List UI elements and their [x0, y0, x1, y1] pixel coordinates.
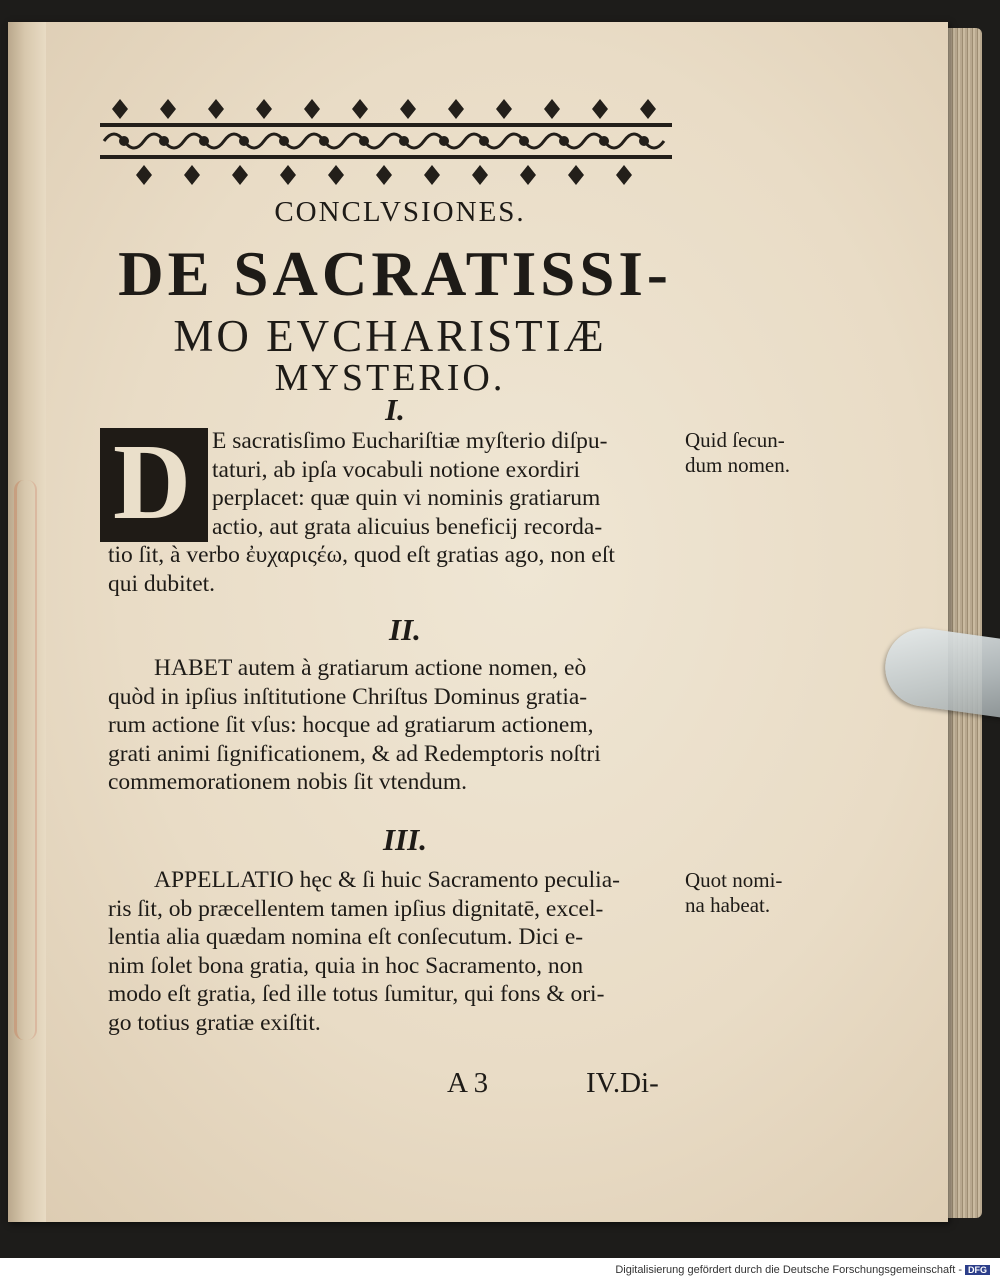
section-numeral-1: I. [385, 392, 405, 427]
margin-note-line: na habeat. [685, 893, 771, 917]
signature-mark: A 3 [447, 1067, 489, 1099]
section-2-text [108, 654, 680, 797]
margin-note-1 [685, 428, 815, 478]
text-line: commemorationem nobis ſit vtendum. [108, 769, 467, 796]
text-line: go totius gratiæ exiſtit. [108, 1009, 321, 1036]
margin-note-line: dum nomen. [685, 453, 790, 477]
dfg-logo: DFG [965, 1265, 990, 1275]
text-line: modo eſt gratia, ſed ille totus ſumitur, qui fons & ori- [108, 981, 605, 1008]
title-line-3: MYSTERIO. [274, 357, 506, 399]
text-line: grati animi ſignificationem, & ad Redemptoris noſtri [108, 740, 601, 767]
credit-text: Digitalisierung gefördert durch die Deutsche Forschungsgemeinschaft - [615, 1264, 962, 1276]
text-line: APPELLATIO hęc & ſi huic Sacramento peculia- [154, 867, 620, 893]
margin-note-line: Quot nomi- [685, 868, 783, 892]
margin-note-3 [685, 868, 815, 918]
text-line: lentia alia quædam nomina eſt conſecutum. Dici e- [108, 924, 584, 951]
section-1-text [108, 427, 680, 599]
text-line: actio, aut grata alicuius beneficij recorda- [212, 513, 603, 540]
text-line: quòd in ipſius inſtitutione Chriſtus Dominus gratia- [108, 683, 588, 710]
ornamental-headpiece [100, 95, 672, 187]
heading-conclusiones: CONCLVSIONES. [274, 196, 526, 228]
section-3-text [108, 866, 680, 1038]
margin-note-line: Quid ſecun- [685, 428, 785, 452]
binding-thread [14, 480, 37, 1040]
text-line: HABET autem à gratiarum actione nomen, eò [154, 655, 587, 681]
title-line-2: MO EVCHARISTIÆ [173, 311, 607, 361]
section-numeral-3: III. [383, 822, 427, 857]
text-line: rum actione ſit vſus: hocque ad gratiarum actionem, [108, 712, 594, 739]
catchword: IV.Di- [586, 1067, 659, 1099]
text-line: taturi, ab ipſa vocabuli notione exordiri [212, 456, 581, 483]
digitization-credit [615, 1264, 990, 1276]
title-line-1: DE SACRATISSI- [118, 239, 672, 309]
text-line: E sacratisſimo Euchariſtiæ myſterio diſpu- [212, 428, 608, 454]
section-numeral-2: II. [389, 612, 421, 647]
text-line: tio ſit, à verbo ἐυχαριςέω, quod eſt gratias ago, non eſt [108, 542, 615, 569]
text-line: nim ſolet bona gratia, quia in hoc Sacramento, non [108, 952, 584, 979]
text-line: perplacet: quæ quin vi nominis gratiarum [212, 485, 601, 512]
text-line: ris ſit, ob præcellentem tamen ipſius dignitatē, excel- [108, 895, 604, 922]
text-line: qui dubitet. [108, 570, 216, 597]
dropcap-letter: D [113, 423, 191, 542]
